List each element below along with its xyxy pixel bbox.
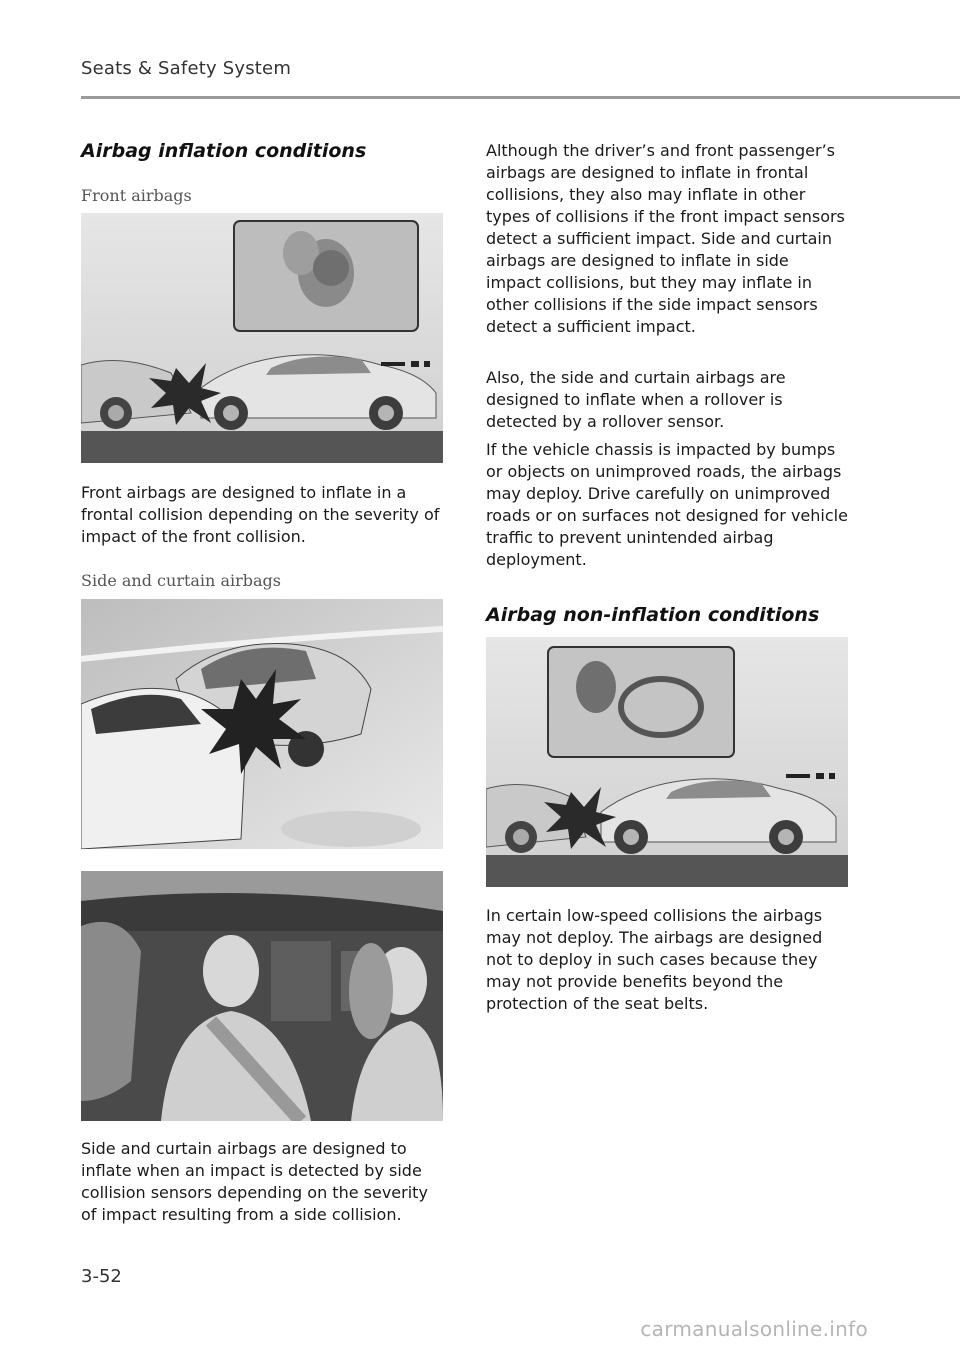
header-section-title: Seats & Safety System (81, 58, 292, 79)
page-number: 3-52 (81, 1266, 122, 1287)
unimproved-roads-paragraph: If the vehicle chassis is impacted by bumps or objects on unimproved roads, the airbags may deploy. Drive carefully on unimproved roads or on surfaces not designed for vehicle traffic to prevent unintended airbag deployment. (486, 440, 848, 569)
front-airbags-subheading: Front airbags (81, 186, 192, 205)
front-airbags-caption: Front airbags are designed to inflate in a frontal collision depending on the severity of impact of the front collision. (81, 483, 440, 546)
low-speed-collision-illustration (486, 637, 848, 887)
side-curtain-airbags-caption: Side and curtain airbags are designed to inflate when an impact is detected by side collision sensors depending on the severity of impact resulting from a side collision. (81, 1139, 428, 1224)
front-collision-illustration (81, 213, 443, 463)
inflation-collision-types-paragraph: Although the driver’s and front passenger’s airbags are designed to inflate in frontal collisions, they also may inflate in other types of collisions if the front impact sensors detect a sufficient impact. Side and curtain airbags are designed to inflate in side impact collisions, but they may inflate in other collisions if the side impact sensors detect a sufficient impact. (486, 141, 845, 336)
side-collision-illustration (81, 599, 443, 849)
airbag-inflation-heading: Airbag inflation conditions (81, 140, 367, 162)
watermark: carmanualsonline.info (640, 1317, 868, 1341)
side-curtain-airbags-subheading: Side and curtain airbags (81, 571, 281, 590)
rollover-sensor-paragraph: Also, the side and curtain airbags are designed to inflate when a rollover is detected by a rollover sensor. (486, 368, 786, 431)
header-divider (81, 96, 960, 99)
non-inflation-caption: In certain low-speed collisions the airbags may not deploy. The airbags are designed not to deploy in such cases because they may not provide benefits beyond the protection of the seat belts. (486, 906, 823, 1013)
airbag-non-inflation-heading: Airbag non-inflation conditions (486, 604, 820, 626)
curtain-airbag-interior-illustration (81, 871, 443, 1121)
